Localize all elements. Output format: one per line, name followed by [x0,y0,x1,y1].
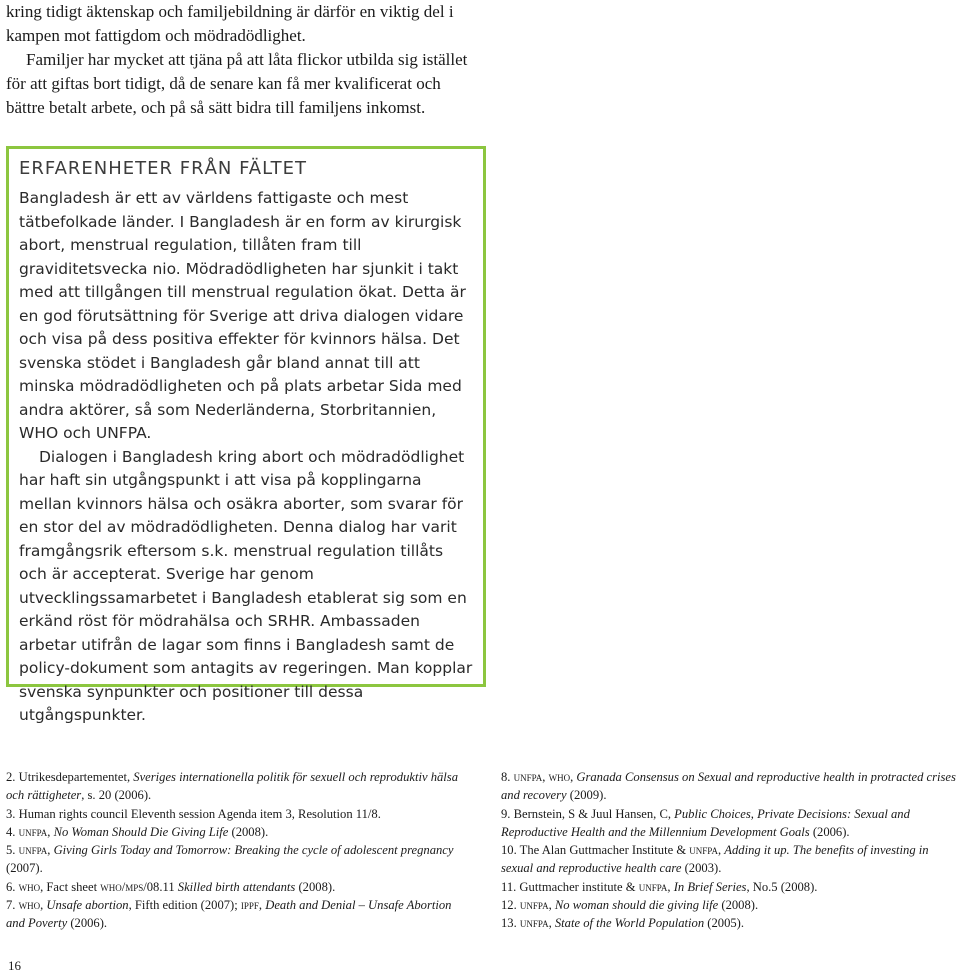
footnote-run: , Fact sheet [40,879,101,894]
footnote-run: Giving Girls Today and Tomorrow: Breaking the cycle of adolescent pregnancy [53,843,454,858]
footnote [6,805,464,823]
footnote-run: unfpa [18,843,48,858]
footnote-run: Unsafe abortion [46,898,129,913]
footnote-run: unfpa [18,824,48,839]
footnote [501,896,959,914]
footnote-run: , [47,824,54,839]
footnote-run: State of the World Population [554,916,705,931]
footnote-run: 8. [501,770,514,784]
footnote-run: Death and Denial – Unsafe Abortion and Poverty [6,898,452,931]
footnote-run: 9. Bernstein, S & Juul Hansen, C, [501,806,675,821]
footnote-run: unfpa [689,843,718,858]
footnote-run: (2008). [228,824,269,839]
footnote-run: No woman should die giving life [554,898,719,913]
footnote-run: , s. 20 (2006). [81,788,152,803]
field-experience-box [6,146,486,724]
footnote [6,878,464,896]
footnote [6,823,464,841]
footnote [6,841,464,878]
footnote-run: , [570,770,577,784]
footnote-run: 13. [501,916,520,931]
footnote-run: unfpa [638,879,668,894]
intro-paragraph: Familjer har mycket att tjäna på att låta flickor utbilda sig istället för att giftas bort tidigt, då de senare kan få mer kvalificerat och bättre betalt arbete, och på så sätt bidra till familjens inkomst. [6,50,468,117]
footnote-run: (2005). [704,916,745,931]
footnote-run: 3. Human rights council Eleventh session Agenda item 3, Resolution 11/8. [6,806,381,821]
footnotes-left [6,768,464,933]
footnote-run: who/mps [100,879,144,894]
footnote-run: 12. [501,898,520,913]
footnote-run: 10. The Alan Guttmacher Institute & [501,843,690,858]
footnote-run: (2008). [718,898,759,913]
footnote-run: , [258,898,266,913]
footnote-run: unfpa [513,770,543,784]
footnote-run: Adding it up. The benefits of investing in sexual and reproductive health care [501,843,929,876]
footnote-run: who [18,879,41,894]
footnote-run: , [667,879,674,894]
footnote-run: (2009). [566,788,607,803]
footnote-run: Skilled birth attendants [177,879,296,894]
footnote-run: (2003). [681,861,722,876]
footnote-run: unfpa [519,898,549,913]
box-heading: ERFARENHETER FRÅN FÄLTET [19,158,308,179]
footnote [501,805,959,842]
footnote-run: 4. [6,824,19,839]
footnote [501,841,959,878]
footnote-run: 5. [6,843,19,858]
intro-text [6,0,476,120]
footnote-run: , No.5 (2008). [746,879,818,894]
footnote-run: , [40,898,47,913]
footnote-run: 2. Utrikesdepartementet, [6,770,134,784]
footnote-run: (2006). [67,916,108,931]
footnote-run: No Woman Should Die Giving Life [53,824,229,839]
footnote-run: unfpa [519,916,549,931]
footnote-run: , [47,843,54,858]
footnotes-right [501,768,959,933]
footnote-run: (2006). [809,824,850,839]
footnote-run: , Fifth edition (2007); [128,898,241,913]
footnote-run: ippf [240,898,259,913]
footnote-run: who [18,898,41,913]
box-paragraph: Dialogen i Bangladesh kring abort och mödradödlighet har haft sin utgångspunkt i att visa på kopplingarna mellan kvinnors hälsa och osäkra aborter, som svarar för en stor del av mödradödligheten. Denna dialog har varit framgångsrik eftersom s.k. menstrual regulation tillåts och är accepterat. Sverige har genom utvecklingssamarbetet i Bangladesh etablerat sig som en erkänd röst för mödrahälsa och SRHR. Ambassaden arbetar utifrån de lagar som finns i Bangladesh samt de policy-dokument som antagits av regeringen. Man kopplar svenska synpunkter och positioner till dessa utgångspunkter. [19,447,473,724]
footnote-run: /08.11 [143,879,178,894]
footnote-run: Public Choices, Private Decisions: Sexual and Reproductive Health and the Millennium Development Goals [501,806,910,839]
footnote [6,896,464,933]
footnote [501,914,959,932]
footnote-run: Sveriges internationella politik för sexuell och reproduktiv hälsa och rättigheter [6,770,458,803]
footnote-run: , [717,843,725,858]
footnote-run: 11. Guttmacher institute & [501,879,639,894]
footnote-run: Granada Consensus on Sexual and reproductive health in protracted crises and recovery [501,770,956,803]
footnote-run: In Brief Series [673,879,747,894]
footnote-run: , [548,898,555,913]
footnote-run: who [548,770,571,784]
footnote [6,768,464,805]
intro-paragraph: kring tidigt äktenskap och familjebildning är därför en viktig del i kampen mot fattigdom och mödradödlighet. [6,2,454,45]
footnote-run: (2007). [6,861,43,876]
footnote-run: (2008). [295,879,336,894]
footnote-run: 6. [6,879,19,894]
footnote-run: , [548,916,555,931]
footnote-run: 7. [6,898,19,913]
footnote [501,768,959,805]
footnote [501,878,959,896]
box-paragraph: Bangladesh är ett av världens fattigaste och mest tätbefolkade länder. I Bangladesh är en form av kirurgisk abort, menstrual regulation, tillåten fram till graviditetsvecka nio. Mödradödligheten har sjunkit i takt med att tillgången till menstrual regulation ökat. Detta är en god förutsättning för Sverige att driva dialogen vidare och visa på dess positiva effekter för kvinnors hälsa. Det svenska stödet i Bangladesh går bland annat till att minska mödradödligheten och på plats arbetar Sida med andra aktörer, så som Nederländerna, Storbritannien, WHO och UNFPA. [19,189,466,442]
footnote-run: , [542,770,549,784]
page-number: 16 [8,958,21,973]
